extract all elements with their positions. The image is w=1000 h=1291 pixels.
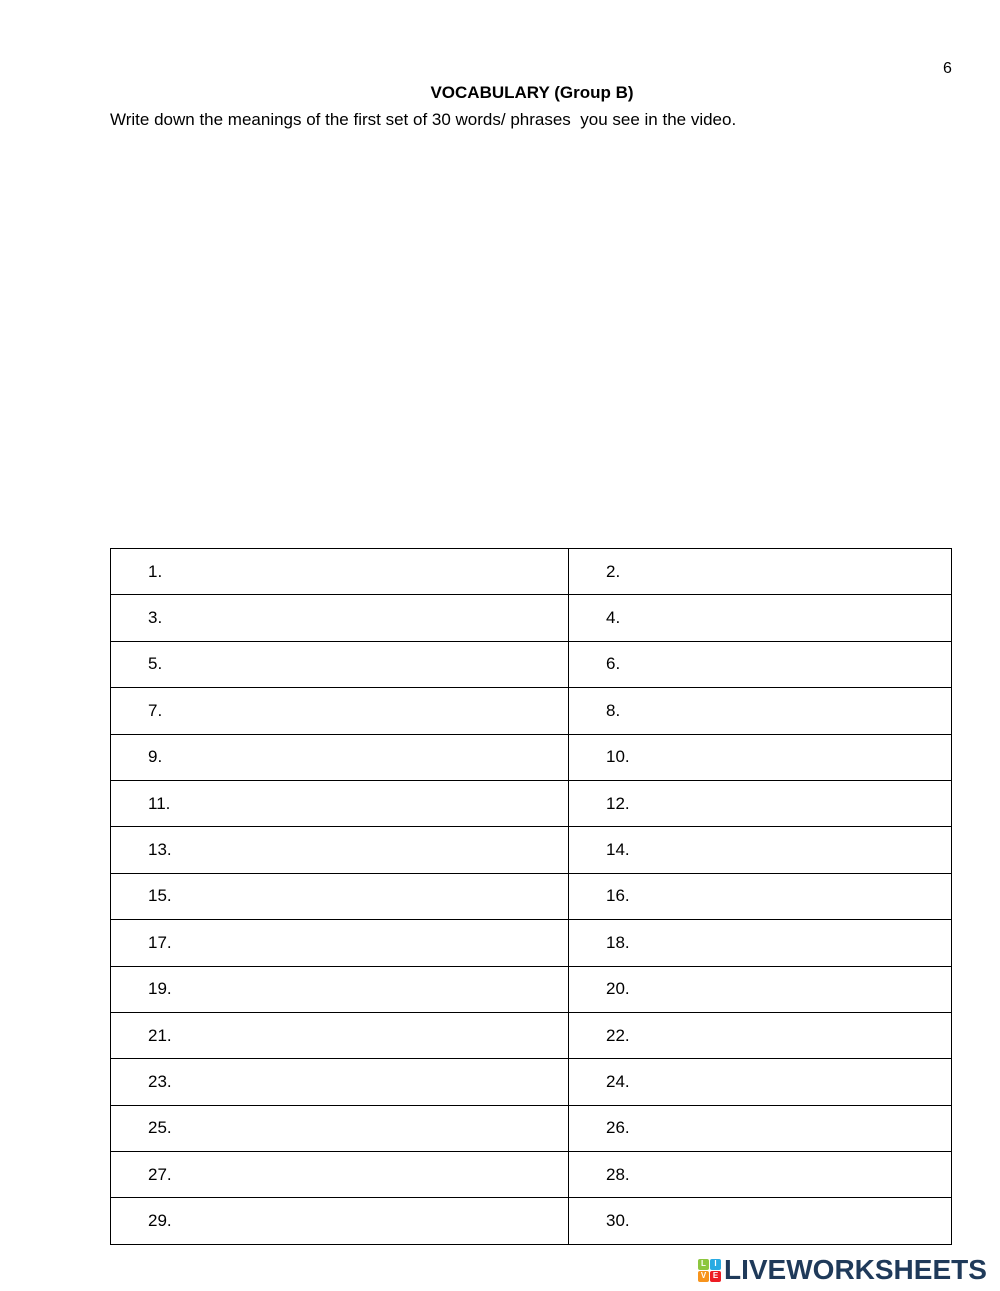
vocab-cell[interactable]: 27. <box>111 1152 569 1198</box>
table-row <box>111 688 952 734</box>
table-row <box>111 966 952 1012</box>
vocab-cell[interactable]: 14. <box>569 827 952 873</box>
vocab-cell[interactable]: 16. <box>569 873 952 919</box>
vocab-cell[interactable]: 28. <box>569 1152 952 1198</box>
liveworksheets-logo <box>698 1256 987 1284</box>
vocab-cell[interactable]: 15. <box>111 873 569 919</box>
vocab-cell[interactable]: 25. <box>111 1105 569 1151</box>
table-row <box>111 1152 952 1198</box>
table-row <box>111 780 952 826</box>
vocab-cell[interactable]: 20. <box>569 966 952 1012</box>
logo-icon <box>698 1259 721 1282</box>
vocab-cell[interactable]: 17. <box>111 920 569 966</box>
vocab-cell[interactable]: 8. <box>569 688 952 734</box>
logo-text: LIVEWORKSHEETS <box>724 1254 987 1285</box>
logo-icon-tile: L <box>698 1259 709 1270</box>
page-title: VOCABULARY (Group B) <box>430 83 634 102</box>
table-row <box>111 920 952 966</box>
table-row <box>111 873 952 919</box>
table-row <box>111 734 952 780</box>
vocab-cell[interactable]: 26. <box>569 1105 952 1151</box>
table-row <box>111 641 952 687</box>
vocab-cell[interactable]: 30. <box>569 1198 952 1244</box>
table-row <box>111 1059 952 1105</box>
vocab-cell[interactable]: 29. <box>111 1198 569 1244</box>
vocab-cell[interactable]: 21. <box>111 1012 569 1058</box>
vocab-cell[interactable]: 11. <box>111 780 569 826</box>
vocab-cell[interactable]: 6. <box>569 641 952 687</box>
logo-icon-tile: V <box>698 1271 709 1282</box>
vocab-cell[interactable]: 18. <box>569 920 952 966</box>
vocab-cell[interactable]: 12. <box>569 780 952 826</box>
vocab-cell[interactable]: 24. <box>569 1059 952 1105</box>
table-row <box>111 595 952 641</box>
vocab-cell[interactable]: 5. <box>111 641 569 687</box>
vocabulary-table <box>110 548 952 1245</box>
logo-icon-tile: I <box>710 1259 721 1270</box>
vocab-cell[interactable]: 7. <box>111 688 569 734</box>
table-row <box>111 827 952 873</box>
vocab-cell[interactable]: 23. <box>111 1059 569 1105</box>
logo-icon-tile: E <box>710 1271 721 1282</box>
table-row <box>111 549 952 595</box>
vocab-cell[interactable]: 3. <box>111 595 569 641</box>
vocab-cell[interactable]: 19. <box>111 966 569 1012</box>
vocab-cell[interactable]: 2. <box>569 549 952 595</box>
vocab-cell[interactable]: 10. <box>569 734 952 780</box>
vocab-cell[interactable]: 13. <box>111 827 569 873</box>
vocab-cell[interactable]: 4. <box>569 595 952 641</box>
instructions-text: Write down the meanings of the first set of 30 words/ phrases you see in the video. <box>110 110 737 129</box>
page-number: 6 <box>943 60 952 77</box>
vocab-cell[interactable]: 22. <box>569 1012 952 1058</box>
table-row <box>111 1012 952 1058</box>
table-row <box>111 1198 952 1244</box>
vocab-cell[interactable]: 1. <box>111 549 569 595</box>
table-row <box>111 1105 952 1151</box>
vocab-cell[interactable]: 9. <box>111 734 569 780</box>
